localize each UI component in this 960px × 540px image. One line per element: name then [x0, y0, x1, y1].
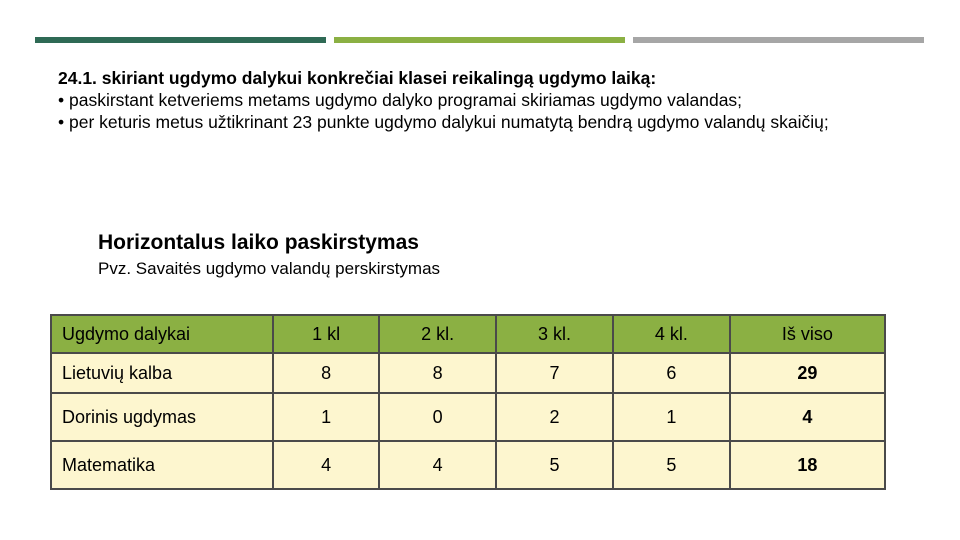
top-accent-bar-light-green — [334, 37, 625, 43]
intro-text — [58, 67, 908, 133]
header-cell-total: Iš viso — [730, 315, 885, 353]
top-accent-bar-gray — [633, 37, 924, 43]
hours-cell: 4 — [379, 441, 496, 489]
total-cell: 18 — [730, 441, 885, 489]
section-subtitle: Pvz. Savaitės ugdymo valandų perskirstymas — [98, 259, 441, 278]
hours-cell: 8 — [273, 353, 379, 393]
subject-name: Matematika — [51, 441, 273, 489]
section-title: Horizontalus laiko paskirstymas — [98, 231, 419, 254]
subject-name: Lietuvių kalba — [51, 353, 273, 393]
intro-bullet-1: • paskirstant ketveriems metams ugdymo dalyko programai skiriamas ugdymo valandas; — [58, 90, 743, 110]
hours-cell: 2 — [496, 393, 613, 441]
header-cell-grade-2: 2 kl. — [379, 315, 496, 353]
total-cell: 29 — [730, 353, 885, 393]
intro-bullet-2: • per keturis metus užtikrinant 23 punkte ugdymo dalykui numatytą bendrą ugdymo valandų skaičių; — [58, 112, 829, 132]
hours-cell: 5 — [496, 441, 613, 489]
header-cell-grade-1: 1 kl — [273, 315, 379, 353]
hours-cell: 1 — [613, 393, 730, 441]
hours-cell: 1 — [273, 393, 379, 441]
hours-cell: 8 — [379, 353, 496, 393]
header-cell-grade-4: 4 kl. — [613, 315, 730, 353]
hours-cell: 0 — [379, 393, 496, 441]
hours-cell: 6 — [613, 353, 730, 393]
hours-cell: 7 — [496, 353, 613, 393]
table-row — [51, 441, 885, 489]
header-cell-subjects: Ugdymo dalykai — [51, 315, 273, 353]
table-row — [51, 353, 885, 393]
intro-heading: 24.1. skiriant ugdymo dalykui konkrečiai klasei reikalingą ugdymo laiką: — [58, 68, 657, 88]
header-cell-grade-3: 3 kl. — [496, 315, 613, 353]
table-header-row — [51, 315, 885, 353]
total-cell: 4 — [730, 393, 885, 441]
table-row — [51, 393, 885, 441]
hours-cell: 5 — [613, 441, 730, 489]
hours-cell: 4 — [273, 441, 379, 489]
top-accent-bar-dark-green — [35, 37, 326, 43]
hours-table — [50, 314, 886, 490]
subject-name: Dorinis ugdymas — [51, 393, 273, 441]
